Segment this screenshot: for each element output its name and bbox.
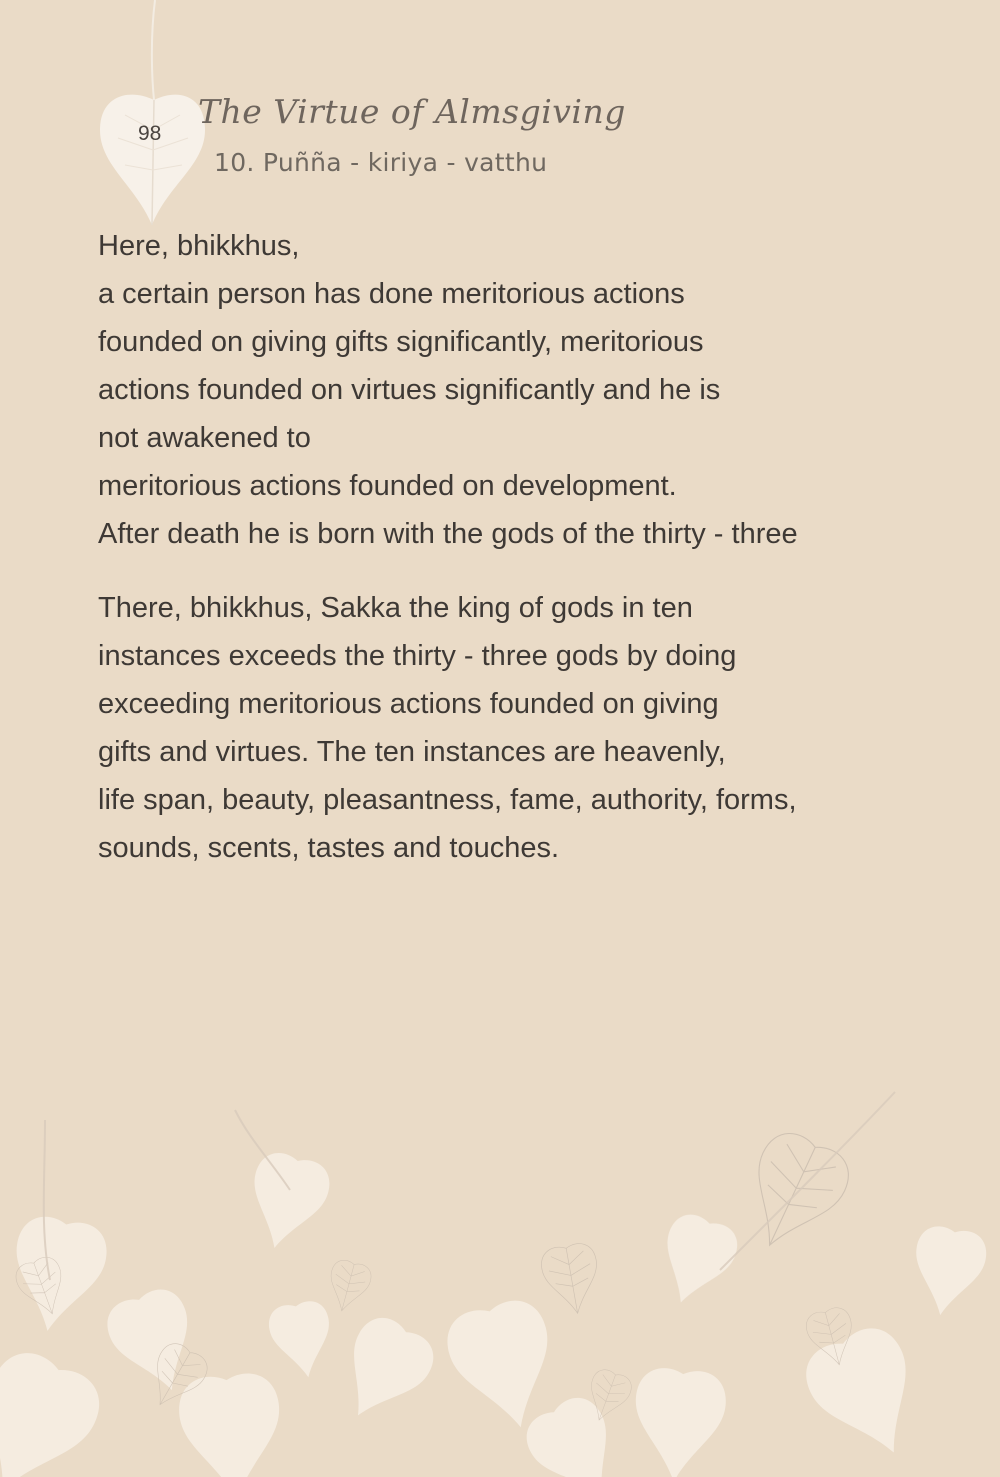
text-line: a certain person has done meritorious actions <box>98 278 685 310</box>
text-line: actions founded on virtues significantly and he is <box>98 374 721 406</box>
paragraph-2 <box>98 584 898 872</box>
text-line: There, bhikkhus, Sakka the king of gods in ten <box>98 592 693 624</box>
book-title: The Virtue of Almsgiving <box>198 92 626 131</box>
body-text <box>98 222 898 872</box>
text-line: meritorious actions founded on development. <box>98 470 677 502</box>
text-line: exceeding meritorious actions founded on giving <box>98 688 719 720</box>
text-line: After death he is born with the gods of the thirty - three <box>98 518 798 550</box>
chapter-title: 10. Puñña - kiriya - vatthu <box>214 148 548 177</box>
text-line: sounds, scents, tastes and touches. <box>98 832 560 864</box>
text-line: Here, bhikkhus, <box>98 230 300 262</box>
paragraph-1 <box>98 222 898 558</box>
text-line: not awakened to <box>98 422 311 454</box>
page-header <box>0 0 1000 240</box>
page-number: 98 <box>138 122 162 145</box>
leaves-decoration <box>0 1080 1000 1477</box>
text-line: instances exceeds the thirty - three gods by doing <box>98 640 737 672</box>
text-line: gifts and virtues. The ten instances are heavenly, <box>98 736 726 768</box>
text-line: founded on giving gifts significantly, meritorious <box>98 326 704 358</box>
text-line: life span, beauty, pleasantness, fame, authority, forms, <box>98 784 797 816</box>
